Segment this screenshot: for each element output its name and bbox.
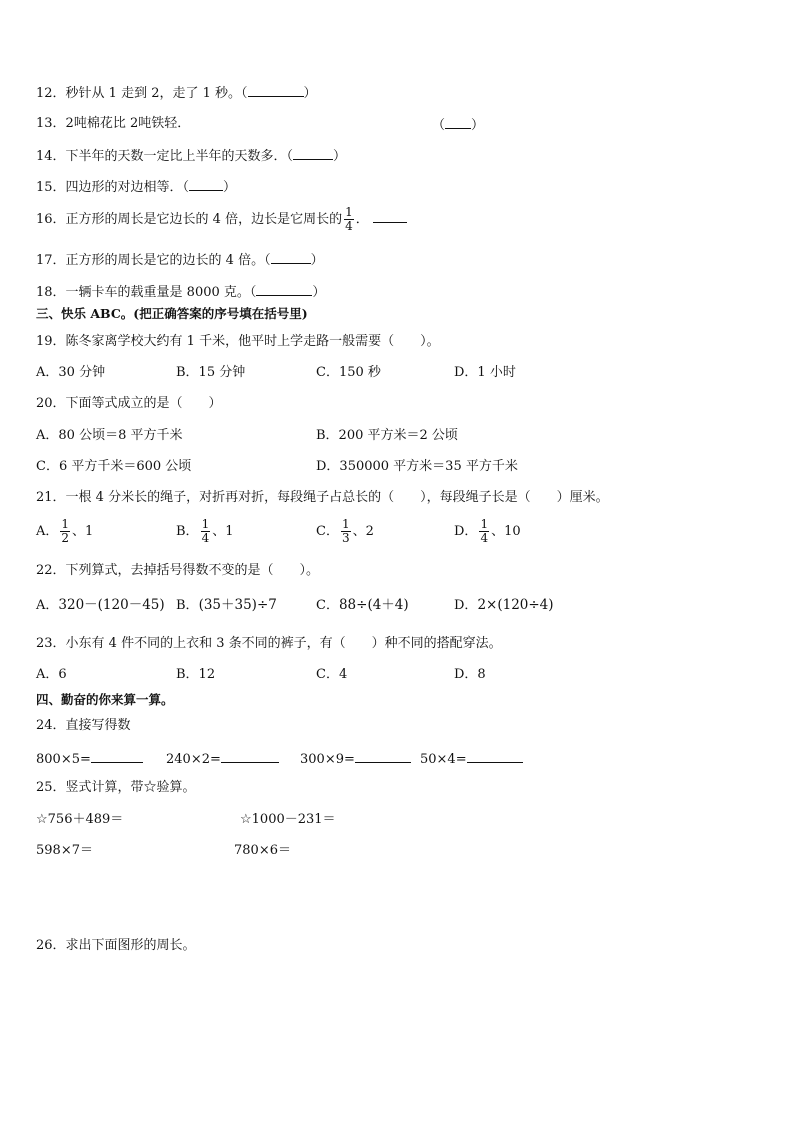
question-21-stem: 21．一根 4 分米长的绳子，对折再对折，每段绳子占总长的（ ），每段绳子长是（ ）厘米。 [36,490,609,505]
question-12-text: 12．秒针从 1 走到 2，走了 1 秒。（ [36,86,248,101]
question-26-stem: 26．求出下面图形的周长。 [36,938,196,953]
fraction: $\frac{1}{4}$ [480,517,489,545]
vertical-calc-item: 780×6＝ [234,843,291,858]
question-18-text: 18．一辆卡车的载重量是 8000 克。（ [36,285,257,300]
answer-blank[interactable] [221,750,279,763]
question-22-stem: 22．下列算式，去掉括号得数不变的是（ ）。 [36,563,320,578]
option-b[interactable]: B． $\frac{1}{4}$ 、1 [176,517,234,545]
question-12 [36,84,317,102]
question-14-text: 14．下半年的天数一定比上半年的天数多．（ [36,149,294,164]
option-a[interactable]: A．30 分钟 [36,365,106,380]
question-19-stem: 19．陈冬家离学校大约有 1 千米，他平时上学走路一般需要（ ）。 [36,334,440,349]
answer-blank[interactable] [445,116,471,129]
paren-close: ） [471,118,485,133]
question-14 [36,147,346,165]
question-24-stem: 24．直接写得数 [36,718,131,733]
option-d[interactable]: D．2×(120÷4) [454,597,554,613]
question-13-text: 13．2吨棉花比 2吨铁轻． [36,116,191,131]
fraction: $\frac{1}{4}$ [345,205,353,233]
question-13 [36,116,190,132]
question-18 [36,283,325,301]
vertical-calc-item: ☆756＋489＝ [36,812,124,827]
question-23-stem: 23．小东有 4 件不同的上衣和 3 条不同的裤子，有（ ）种不同的搭配穿法。 [36,636,502,651]
answer-blank[interactable] [467,750,523,763]
calc-item: 800×5= [36,750,143,768]
fraction: $\frac{1}{2}$ [61,517,70,545]
option-d[interactable]: D．1 小时 [454,365,516,380]
option-c[interactable]: C．88÷(4＋4) [316,597,409,613]
calc-item: 240×2= [166,750,279,768]
answer-blank[interactable] [293,147,333,160]
question-17-text: 17．正方形的周长是它的边长的 4 倍。（ [36,253,271,268]
question-13-answer [432,116,484,134]
question-16 [36,204,407,236]
option-a[interactable]: A．80 公顷＝8 平方千米 [36,428,183,443]
question-16-end: ． [355,212,369,227]
question-17-end: ） [310,253,324,268]
question-20-stem: 20．下面等式成立的是（ ） [36,396,222,411]
question-18-end: ） [312,285,326,300]
question-15-text: 15．四边形的对边相等．（ [36,180,190,195]
option-a[interactable]: A．6 [36,667,67,682]
option-c[interactable]: C．150 秒 [316,365,381,380]
question-25-stem: 25．竖式计算，带☆验算。 [36,780,196,795]
answer-blank[interactable] [355,750,411,763]
calc-item: 50×4= [420,750,523,768]
option-b[interactable]: B．200 平方米＝2 公顷 [316,428,458,443]
fraction: $\frac{1}{3}$ [341,517,350,545]
answer-blank[interactable] [256,283,312,296]
option-b[interactable]: B．15 分钟 [176,365,246,380]
option-c[interactable]: C．4 [316,667,348,682]
option-d[interactable]: D． $\frac{1}{4}$ 、10 [454,517,521,545]
option-b[interactable]: B．12 [176,667,216,682]
option-d[interactable]: D．8 [454,667,486,682]
question-16-text: 16．正方形的周长是它边长的 4 倍，边长是它周长的 [36,212,343,227]
option-c[interactable]: C． $\frac{1}{3}$ 、2 [316,517,374,545]
question-12-end: ） [303,86,317,101]
answer-blank[interactable] [373,210,407,223]
section-4-heading: 四、勤奋的你来算一算。 [36,692,174,707]
calc-item: 300×9= [300,750,411,768]
option-d[interactable]: D．350000 平方米＝35 平方千米 [316,459,518,474]
question-14-end: ） [333,149,347,164]
question-15 [36,178,236,196]
option-c[interactable]: C．6 平方千米＝600 公顷 [36,459,192,474]
vertical-calc-item: ☆1000－231＝ [240,812,336,827]
answer-blank[interactable] [189,178,223,191]
paren-open: （ [432,118,446,133]
answer-blank[interactable] [91,750,143,763]
answer-blank[interactable] [271,251,311,264]
question-17 [36,251,324,269]
option-a[interactable]: A．320－(120－45) [36,597,165,613]
fraction: $\frac{1}{4}$ [201,517,210,545]
vertical-calc-item: 598×7＝ [36,843,93,858]
option-a[interactable]: A． $\frac{1}{2}$ 、1 [36,517,94,545]
question-15-end: ） [223,180,237,195]
option-b[interactable]: B．(35＋35)÷7 [176,597,277,613]
section-3-heading: 三、快乐 ABC。(把正确答案的序号填在括号里) [36,306,308,321]
answer-blank[interactable] [248,84,304,97]
